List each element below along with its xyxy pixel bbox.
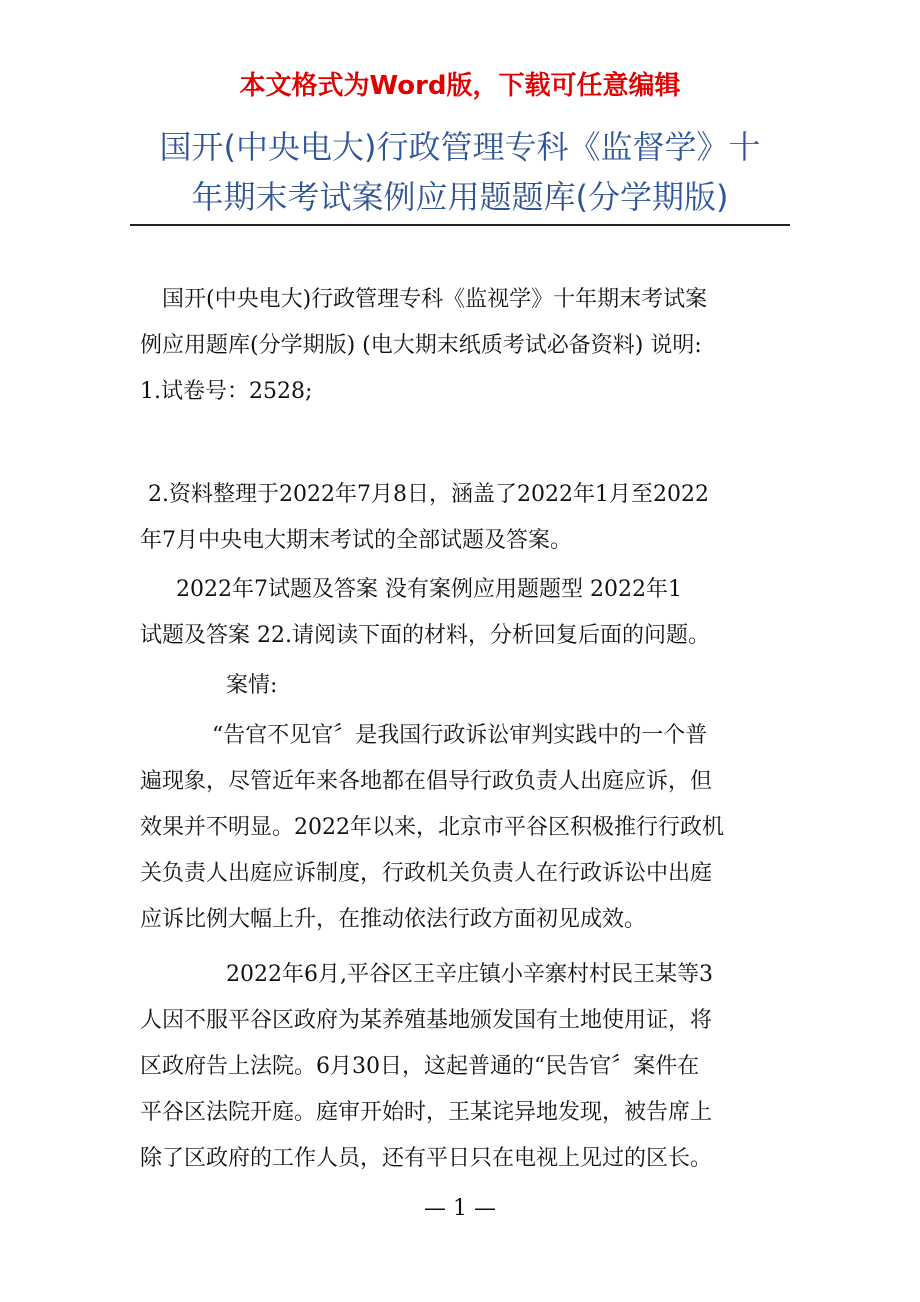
text-line: 人因不服平谷区政府为某养殖基地颁发国有土地使用证，将 [140,1008,713,1033]
text-line: 除了区政府的工作人员，还有平日只在电视上见过的区长。 [140,1146,713,1171]
text-line: 试题及答案 22.请阅读下面的材料，分析回复后面的问题。 [140,623,710,648]
text-line: 效果并不明显。2022年以来，北京市平谷区积极推行行政机 [140,815,724,840]
text-line: 遍现象，尽管近年来各地都在倡导行政负责人出庭应诉，但 [140,769,713,794]
format-notice: 本文格式为Word版，下载可任意编辑 [239,71,681,101]
title-underline [130,224,790,226]
title-line-1: 国开(中央电大)行政管理专科《监督学》十 [159,128,761,166]
paragraph-case-background [140,713,785,943]
paragraph-note-2 [140,472,785,564]
text-line: 关负责人出庭应诉制度，行政机关负责人在行政诉讼中出庭 [140,861,713,886]
document-title [100,122,820,222]
paragraph-case-detail [140,952,785,1182]
text-line: 2.资料整理于2022年7月8日，涵盖了2022年1月至2022 [148,482,709,507]
page-number: — 1 — [424,1196,496,1221]
text-line: 平谷区法院开庭。庭审开始时，王某诧异地发现，被告席上 [140,1100,713,1125]
title-line-2: 年期末考试案例应用题题库(分学期版) [191,178,729,216]
text-line: 案情: [226,673,278,698]
text-line: 区政府告上法院。6月30日，这起普通的“民告官〞案件在 [140,1054,700,1079]
text-line: “告官不见官〞是我国行政诉讼审判实践中的一个普 [212,723,708,748]
text-line: 2022年6月,平谷区王辛庄镇小辛寨村村民王某等3 [226,962,713,987]
paragraph-exam-info [140,567,785,659]
paragraph-intro [140,277,785,415]
text-line: 2022年7试题及答案 没有案例应用题题型 2022年1 [176,577,682,602]
text-line: 例应用题库(分学期版) (电大期末纸质考试必备资料) 说明: [140,333,702,358]
text-line: 应诉比例大幅上升，在推动依法行政方面初见成效。 [140,907,647,932]
text-line: 国开(中央电大)行政管理专科《监视学》十年期末考试案 [162,287,708,312]
case-heading [140,663,785,709]
text-line: 年7月中央电大期末考试的全部试题及答案。 [140,528,572,553]
text-line: 1.试卷号：2528; [140,379,313,404]
